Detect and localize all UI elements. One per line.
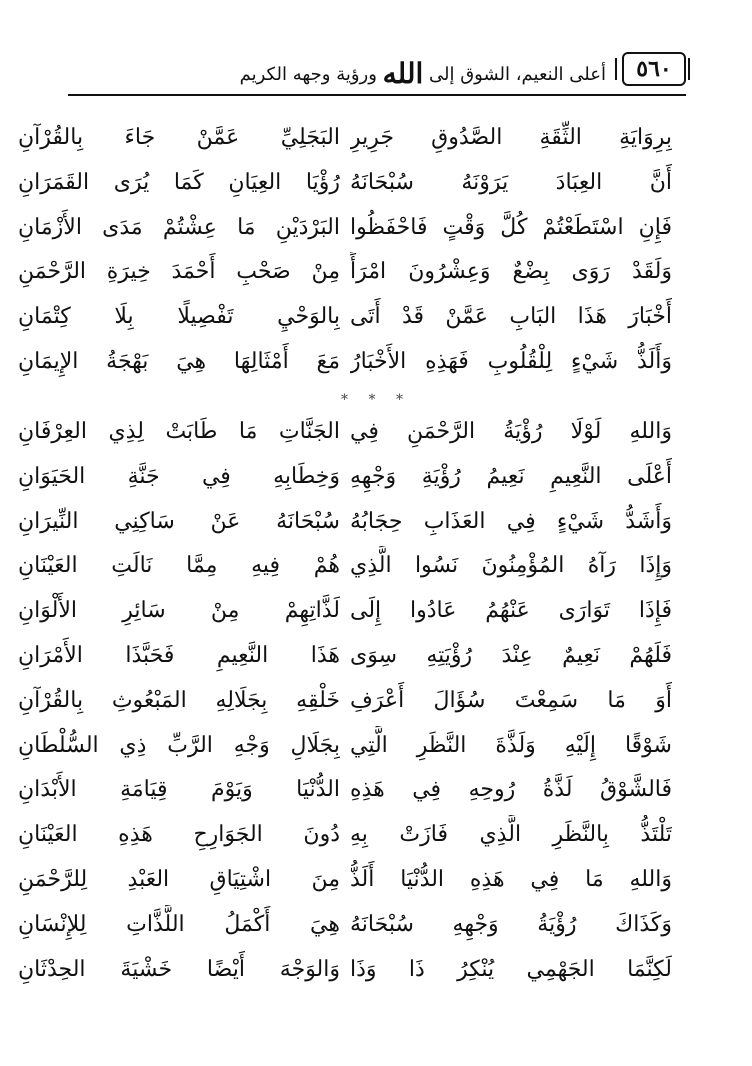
verse-second-half: سُبْحَانَهُ عَنْ سَاكِنِي النِّيرَانِ	[18, 508, 340, 534]
verse-first-half: أَنَّ العِبَادَ يَرَوْنَهُ سُبْحَانَهُ	[350, 169, 672, 195]
verse	[0, 412, 752, 457]
verse-first-half: وَإِذَا رَآهُ المُؤْمِنُونَ نَسُوا الَّذِي	[350, 553, 672, 579]
page-number: ٥٦٠	[622, 52, 686, 86]
verse	[0, 208, 752, 253]
verse-first-half: تَلْتَذُّ بِالنَّظَرِ الَّذِي فَازَتْ بِهِ	[350, 822, 672, 848]
verse-second-half: البَجَلِيِّ عَمَّنْ جَاءَ بِالقُرْآنِ	[18, 125, 340, 150]
verse-second-half: مَعَ أَمْثَالِهَا هِيَ بَهْجَةُ الإِيمَانِ	[18, 348, 340, 374]
verse-second-half: لَذَّاتِهِمْ مِنْ سَائِرِ الأَلْوَانِ	[18, 598, 340, 624]
verse-second-half: مِنَ اشْتِيَاقِ العَبْدِ لِلرَّحْمَنِ	[18, 866, 340, 892]
verse-second-half: خَلْقِهِ بِجَلَالِهِ المَبْعُوثِ بِالقُرْآنِ	[18, 687, 340, 713]
verse-first-half: فَإِذَا تَوَارَى عَنْهُمُ عَادُوا إِلَى	[350, 598, 672, 624]
verse	[0, 502, 752, 547]
poem-section-1	[0, 118, 752, 387]
verse	[0, 591, 752, 636]
section-separator: * * *	[341, 392, 411, 408]
page-header	[68, 40, 686, 96]
poem-section-2	[0, 412, 752, 994]
title-part-2: ورؤية وجهه الكريم	[239, 64, 377, 85]
verse-first-half: فَإِنِ اسْتَطَعْتُمْ كُلَّ وَقْتٍ فَاحْفَظُوا	[350, 214, 672, 240]
verse-second-half: البَرْدَيْنِ مَا عِشْتُمْ مَدَى الأَزْمَانِ	[18, 214, 340, 240]
verse-second-half: هُمْ فِيهِ مِمَّا نَالَتِ العَيْنَانِ	[18, 553, 340, 579]
verse-second-half: الجَنَّاتِ مَا طَابَتْ لِذِي العِرْفَانِ	[18, 419, 340, 444]
title-part-1: أعلى النعيم، الشوق إلى	[429, 64, 606, 85]
verse-first-half: بِرِوَايَةِ الثِّقَةِ الصَّدُوقِ جَرِيرِ	[350, 125, 672, 150]
verse	[0, 681, 752, 726]
verse	[0, 457, 752, 502]
verse-first-half: وَكَذَاكَ رُؤْيَةُ وَجْهِهِ سُبْحَانَهُ	[350, 911, 672, 937]
verse-second-half: وَالوَجْهَ أَيْضًا خَشْيَةَ الحِدْثَانِ	[18, 956, 340, 982]
verse-second-half: هَذَا النَّعِيمِ فَحَبَّذَا الأَمْرَانِ	[18, 642, 340, 668]
verse-first-half: وَأَشَدُّ شَيْءٍ فِي العَذَابِ حِجَابُهُ	[350, 508, 672, 534]
verse-first-half: وَاللهِ لَوْلَا رُؤْيَةُ الرَّحْمَنِ فِي	[350, 419, 672, 444]
verse	[0, 546, 752, 591]
verse	[0, 636, 752, 681]
verse-second-half: وَخِطَابِهِ فِي جَنَّةِ الحَيَوَانِ	[18, 463, 340, 489]
verse	[0, 297, 752, 342]
verse	[0, 950, 752, 995]
verse-second-half: هِيَ أَكْمَلُ اللَّذَّاتِ لِلإِنْسَانِ	[18, 911, 340, 937]
verse	[0, 252, 752, 297]
verse	[0, 342, 752, 387]
title-allah-calligraphy: الله	[382, 57, 424, 90]
verse	[0, 770, 752, 815]
running-title	[239, 57, 606, 90]
verse-first-half: لَكِنَّمَا الجَهْمِي يُنْكِرُ ذَا وَذَا	[350, 956, 672, 982]
verse	[0, 118, 752, 163]
verse	[0, 860, 752, 905]
verse-first-half: أَخْبَارَ هَذَا البَابِ عَمَّنْ قَدْ أَتَى	[350, 304, 672, 330]
verse-first-half: أَوَ مَا سَمِعْتَ سُؤَالَ أَعْرَفِ	[350, 687, 672, 713]
verse-first-half: أَعْلَى النَّعِيمِ نَعِيمُ رُؤْيَةِ وَجْهِهِ	[350, 463, 672, 489]
verse-first-half: شَوْقًا إِلَيْهِ وَلَذَّةَ النَّظَرِ الَّتِي	[350, 732, 672, 758]
verse	[0, 726, 752, 771]
verse	[0, 905, 752, 950]
verse-first-half: فَالشَّوْقُ لَذَّةُ رُوحِهِ فِي هَذِهِ	[350, 777, 672, 803]
verse-first-half: فَلَهُمْ نَعِيمٌ عِنْدَ رُؤْيَتِهِ سِوَى	[350, 642, 672, 668]
verse	[0, 815, 752, 860]
verse	[0, 163, 752, 208]
verse-second-half: بِالوَحْيِ تَفْصِيلًا بِلَا كِتْمَانِ	[18, 304, 340, 330]
verse-first-half: وَأَلَذُّ شَيْءٍ لِلْقُلُوبِ فَهَذِهِ الأَخْبَارُ	[350, 348, 672, 374]
verse-second-half: دُونَ الجَوَارِحِ هَذِهِ العَيْنَانِ	[18, 822, 340, 848]
verse-second-half: رُؤْيَا العِيَانِ كَمَا يُرَى القَمَرَانِ	[18, 169, 340, 195]
verse-first-half: وَلَقَدْ رَوَى بِضْعٌ وَعِشْرُونَ امْرَأً	[350, 259, 672, 285]
verse-second-half: الدُّنْيَا وَيَوْمَ قِيَامَةِ الأَبْدَانِ	[18, 777, 340, 803]
verse-second-half: بِجَلَالِ وَجْهِ الرَّبِّ ذِي السُّلْطَانِ	[18, 732, 340, 758]
verse-second-half: مِنْ صَحْبِ أَحْمَدَ خِيرَةِ الرَّحْمَنِ	[18, 259, 340, 285]
verse-first-half: وَاللهِ مَا فِي هَذِهِ الدُّنْيَا أَلَذُّ	[350, 866, 672, 892]
